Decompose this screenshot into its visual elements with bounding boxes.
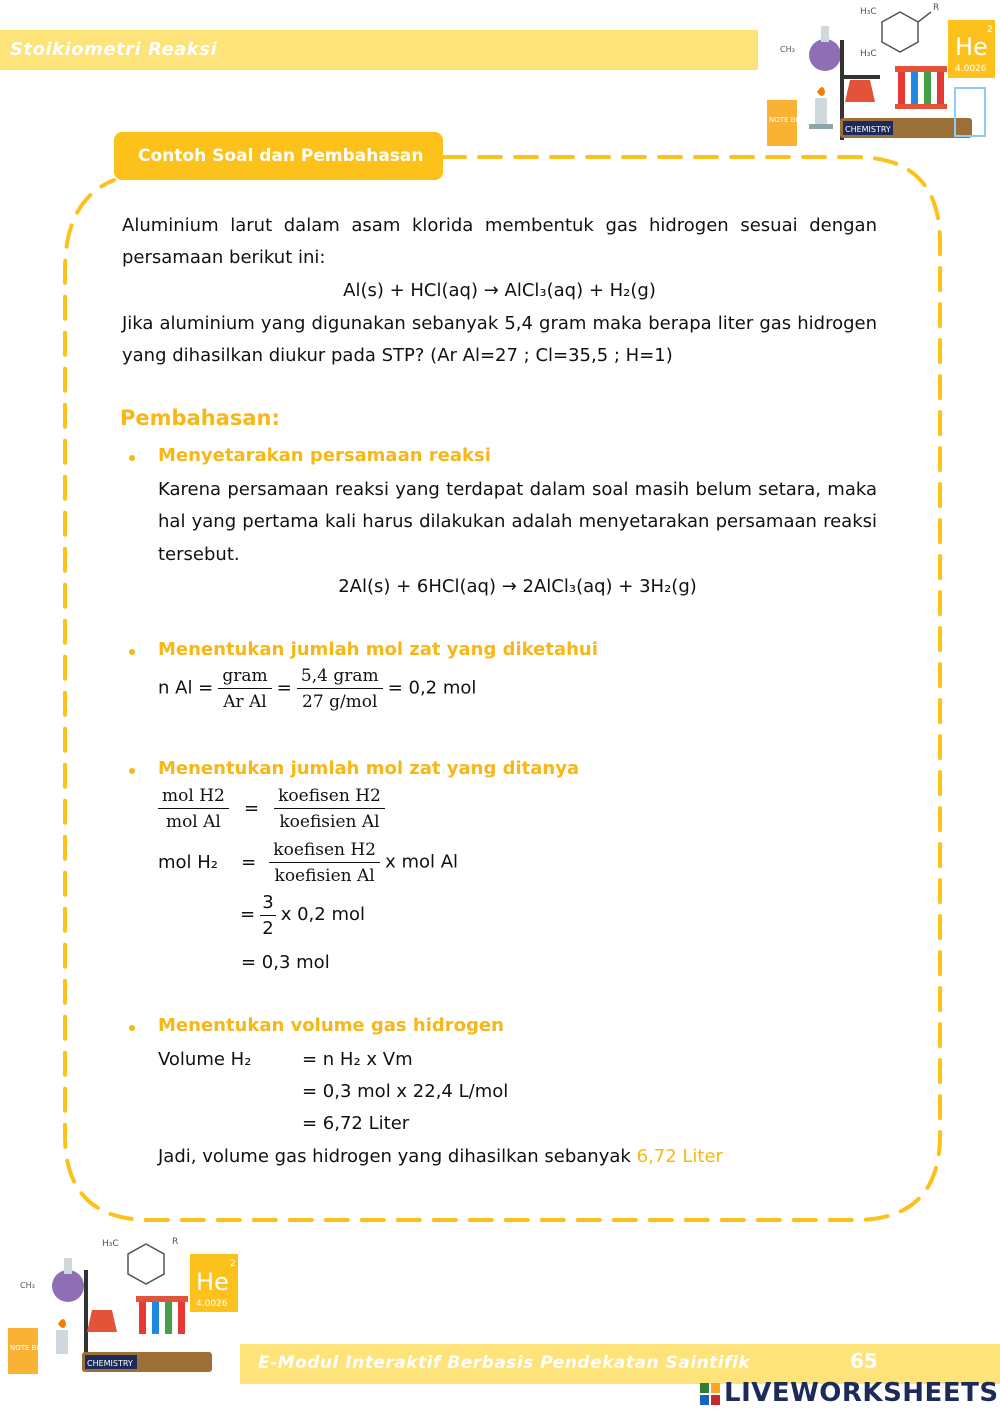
fraction-numerator: 5,4 gram <box>297 666 383 689</box>
chapter-title: Stoikiometri Reaksi <box>10 39 218 60</box>
fraction-coefficient-ratio <box>274 786 385 832</box>
equals-sign: = <box>276 677 292 699</box>
fraction-numerator: gram <box>218 666 271 689</box>
volume-label: Volume H₂ <box>158 1049 252 1070</box>
problem-line-1: Aluminium larut dalam asam klorida membentuk gas hidrogen sesuai dengan <box>122 215 877 236</box>
element-card-icon <box>190 1254 238 1312</box>
svg-text:CH₃: CH₃ <box>20 1281 35 1290</box>
bullet-icon <box>129 768 135 774</box>
svg-text:NOTE BOOK: NOTE BOOK <box>10 1344 52 1352</box>
svg-text:CHEMISTRY: CHEMISTRY <box>845 125 891 134</box>
svg-text:4.0026: 4.0026 <box>196 1299 228 1309</box>
fraction-three-halves <box>260 892 275 939</box>
bullet-icon <box>129 455 135 461</box>
fraction-denominator: mol Al <box>165 812 221 832</box>
svg-text:CHEMISTRY: CHEMISTRY <box>87 1359 133 1368</box>
fraction-numerator: 3 <box>260 892 275 916</box>
fraction-numerator: mol H2 <box>158 786 229 809</box>
volume-line-3: = 6,72 Liter <box>302 1113 410 1134</box>
mol-h2-substitution <box>240 892 365 939</box>
volume-line-2: = 0,3 mol x 22,4 L/mol <box>302 1081 509 1102</box>
section-tab-label: Contoh Soal dan Pembahasan <box>138 146 424 166</box>
lab-illustration-bottom <box>0 1228 245 1378</box>
fraction-numerator: koefisen H2 <box>274 786 385 809</box>
svg-text:R: R <box>933 3 940 13</box>
problem-line-2: persamaan berikut ini: <box>122 247 326 268</box>
step1-line-2: hal yang pertama kali harus dilakukan adalah menyetarakan persamaan reaksi <box>158 511 877 532</box>
fraction-denominator: Ar Al <box>223 692 267 712</box>
step2-title: Menentukan jumlah mol zat yang diketahui <box>158 639 598 660</box>
mol-al-result: = 0,2 mol <box>387 677 477 699</box>
problem-line-4: yang dihasilkan diukur pada STP? (Ar Al=27 ; Cl=35,5 ; H=1) <box>122 345 673 366</box>
footer-title: E-Modul Interaktif Berbasis Pendekatan Saintifik <box>258 1353 751 1373</box>
notebook-icon <box>8 1328 52 1374</box>
problem-equation: Al(s) + HCl(aq) → AlCl₃(aq) + H₂(g) <box>343 280 656 301</box>
fraction-denominator: koefisien Al <box>279 812 380 832</box>
page-number: 65 <box>850 1349 878 1373</box>
svg-text:H₃C: H₃C <box>860 7 877 17</box>
book-icon <box>82 1352 212 1372</box>
svg-text:NOTE BOOK: NOTE BOOK <box>769 116 811 124</box>
step4-title: Menentukan volume gas hidrogen <box>158 1015 504 1036</box>
molecule-icon <box>102 1237 178 1284</box>
svg-text:H₃C: H₃C <box>860 49 877 59</box>
svg-text:2: 2 <box>230 1259 236 1269</box>
final-answer: 6,72 Liter <box>636 1146 723 1167</box>
svg-text:R: R <box>172 1237 179 1247</box>
step3-title: Menentukan jumlah mol zat yang ditanya <box>158 758 580 779</box>
mol-al-lhs: n Al = <box>158 677 214 699</box>
fraction-denominator: 2 <box>262 918 274 939</box>
fraction-mol-ratio <box>158 786 229 832</box>
mol-al-calculation <box>158 666 476 712</box>
times-mol-al: x mol Al <box>385 851 459 873</box>
balanced-equation: 2Al(s) + 6HCl(aq) → 2AlCl₃(aq) + 3H₂(g) <box>338 576 697 597</box>
flask-icon <box>52 1258 84 1302</box>
fraction-denominator: koefisien Al <box>274 866 375 886</box>
bullet-icon <box>129 1025 135 1031</box>
step1-line-1: Karena persamaan reaksi yang terdapat dalam soal masih belum setara, maka <box>158 479 877 500</box>
problem-line-3: Jika aluminium yang digunakan sebanyak 5,4 gram maka berapa liter gas hidrogen <box>122 313 877 334</box>
svg-text:4.0026: 4.0026 <box>955 64 987 74</box>
step1-title: Menyetarakan persamaan reaksi <box>158 445 491 466</box>
volume-line-1: = n H₂ x Vm <box>302 1049 413 1070</box>
test-tube-rack-icon <box>136 1296 188 1334</box>
fraction-denominator: 27 g/mol <box>302 692 378 712</box>
liveworksheets-brand[interactable]: LIVEWORKSHEETS <box>724 1378 999 1408</box>
equals-sign: = <box>240 904 256 925</box>
mol-h2-label: mol H₂ <box>158 851 219 873</box>
svg-text:He: He <box>196 1268 229 1296</box>
fraction-gram-over-ar <box>218 666 271 712</box>
step1-line-3: tersebut. <box>158 544 240 565</box>
solution-heading: Pembahasan: <box>120 406 280 430</box>
svg-text:H₃C: H₃C <box>102 1239 119 1249</box>
mol-h2-equation <box>158 840 458 886</box>
svg-text:He: He <box>955 33 988 61</box>
liveworksheets-logo-icon <box>700 1383 720 1405</box>
mole-ratio-equation <box>158 786 385 832</box>
fraction-mass-over-ar <box>297 666 383 712</box>
fraction-numerator: koefisen H2 <box>269 840 380 863</box>
conclusion-text: Jadi, volume gas hidrogen yang dihasilkan sebanyak <box>158 1146 631 1167</box>
fraction-coefficient-ratio <box>269 840 380 886</box>
mol-h2-result: = 0,3 mol <box>241 952 330 973</box>
equals-sign: = <box>241 851 257 873</box>
conclusion <box>158 1141 723 1173</box>
bullet-icon <box>129 649 135 655</box>
bunsen-burner-icon <box>56 1319 68 1354</box>
svg-text:CH₃: CH₃ <box>780 45 795 54</box>
times-value: x 0,2 mol <box>280 904 366 925</box>
svg-text:2: 2 <box>987 25 993 35</box>
equals-sign: = <box>243 797 260 819</box>
